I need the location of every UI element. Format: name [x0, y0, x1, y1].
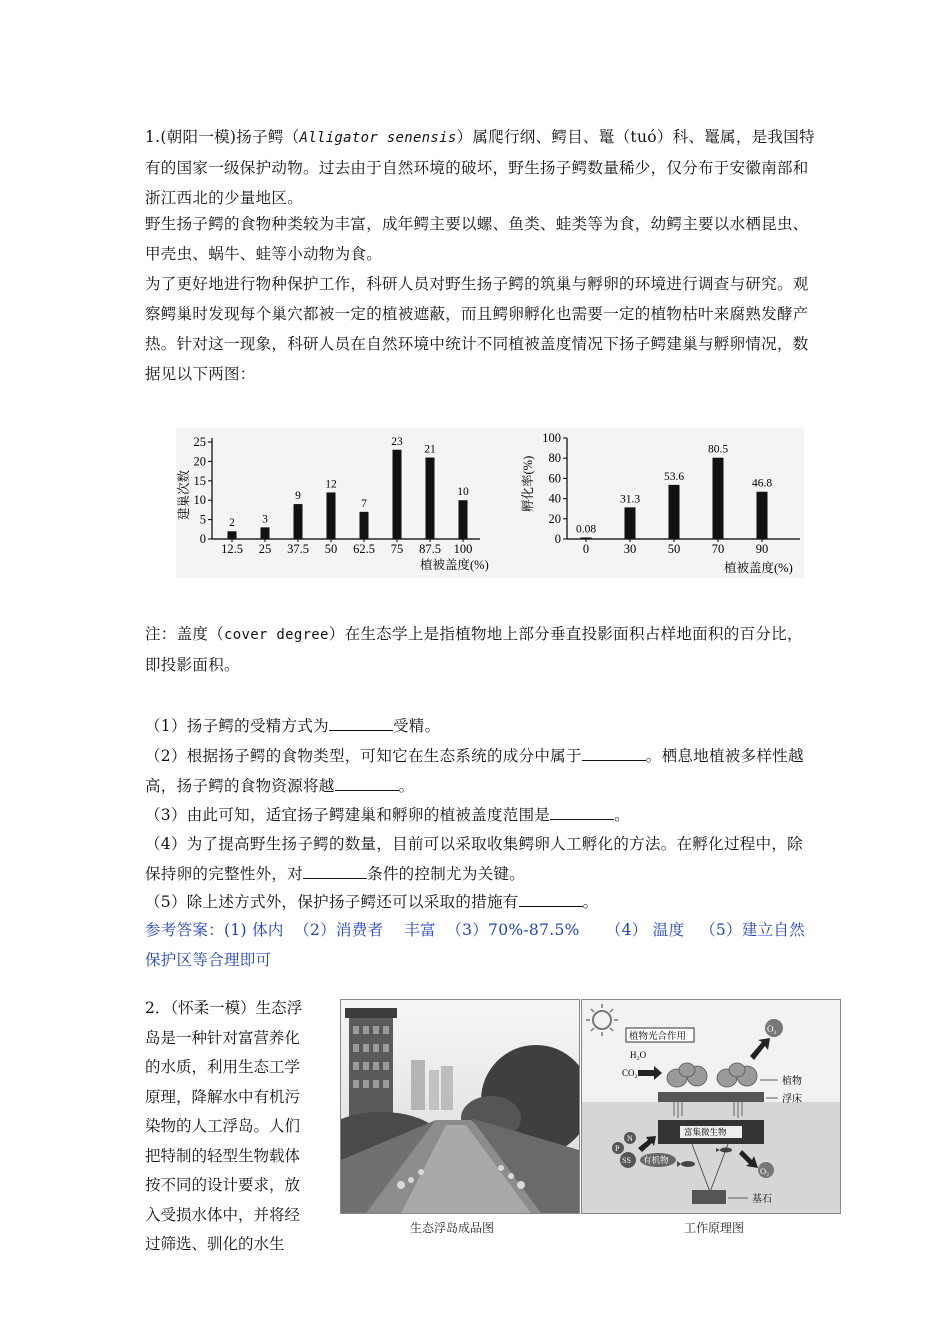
label-photosynthesis: 植物光合作用 [629, 1032, 687, 1042]
q1-para2: 野生扬子鳄的食物种类较为丰富，成年鳄主要以螺、鱼类、蛙类等为食，幼鳄主要以水栖昆虫、甲壳虫、蜗牛、蛙等小动物为食。 [145, 215, 809, 263]
chart1-category-label: 87.5 [419, 542, 441, 556]
answer-text: (1) 体内 （2）消费者 丰富 （3）70%-87.5% （4） 温度 （5）建立自然保护区等合理即可 [145, 921, 806, 969]
svg-text:P: P [615, 1144, 620, 1153]
sub2-end: 。 [398, 777, 415, 795]
chart2-ytick-label: 40 [548, 491, 561, 506]
chart1-category-label: 100 [453, 542, 473, 556]
chart1-bar [261, 527, 270, 539]
sub5-end: 。 [582, 893, 599, 911]
note [145, 619, 817, 680]
chart1-value-label: 10 [457, 486, 469, 499]
chart1-ytick-label: 15 [193, 473, 206, 488]
chart1-value-label: 12 [325, 478, 337, 491]
chart2-value-label: 31.3 [619, 493, 641, 506]
q1-sub2 [145, 741, 817, 801]
chart2-bar [713, 458, 724, 539]
q1-intro [145, 122, 817, 213]
reference-answer [145, 915, 817, 975]
charts-svg [176, 428, 804, 578]
q2-text: 2．（怀柔一模）生态浮岛是一种针对富营养化的水质，利用生态工学原理，降解水中有机污染物的人工浮岛。人们把特制的轻型生物载体按不同的设计要求，放入受损水体中，并将经过筛选、驯化的水生 [145, 999, 303, 1253]
label-plant: 植物 [782, 1076, 802, 1087]
label-co2: CO₂ [622, 1068, 638, 1078]
q1-sub3 [145, 800, 817, 830]
chart2-value-label: 53.6 [663, 470, 685, 483]
chart2-bar [581, 538, 592, 540]
chart1-ytick-label: 25 [193, 435, 206, 449]
sub2-text: （2）根据扬子鳄的食物类型，可知它在生态系统的成分中属于 [145, 747, 582, 765]
chart2-bar [757, 492, 768, 539]
q1-intro-prefix: 1.(朝阳一模)扬子鳄（ [145, 128, 300, 146]
sub2-text-b: 。栖息地植被多样性越高，扬子鳄的食物资源将越 [145, 747, 804, 795]
chart2-value-label: 46.8 [751, 477, 773, 490]
chart1-value-label: 21 [424, 443, 436, 456]
diagram-caption: 工作原理图 [684, 1221, 745, 1235]
q1-sub5 [145, 887, 817, 917]
eco-island-photo [340, 999, 580, 1214]
photo-caption: 生态浮岛成品图 [410, 1221, 495, 1235]
chart2-value-label: 80.5 [707, 443, 729, 456]
hatch-rate-chart [520, 431, 800, 575]
chart1-category-label: 62.5 [353, 542, 375, 556]
sub1-text: （1）扬子鳄的受精方式为 [145, 717, 329, 735]
chart1-category-label: 50 [324, 542, 338, 556]
note-prefix: 注：盖度（ [145, 625, 225, 643]
label-microbe: 富集微生物 [684, 1127, 727, 1137]
chart1-value-label: 23 [391, 435, 403, 448]
answer-blank [303, 877, 367, 879]
base-stone [692, 1190, 726, 1204]
chart1-category-label: 75 [390, 542, 404, 556]
chart2-ytick-label: 100 [542, 431, 561, 445]
chart1-ylabel: 建巢次数 [177, 469, 191, 520]
chart1-category-label: 25 [258, 542, 272, 556]
chart2-ytick-label: 80 [548, 451, 561, 466]
chart1-ytick-label: 10 [193, 493, 206, 508]
o2-top-bubble [765, 1019, 783, 1037]
answer-blank [582, 759, 646, 761]
o2-bottom-bubble [758, 1162, 774, 1178]
answer-label: 参考答案： [145, 921, 225, 939]
sub3-text: （3）由此可知，适宜扬子鳄建巢和孵卵的植被盖度范围是 [145, 806, 551, 824]
chart1-bar [327, 492, 336, 539]
chart1-bar [294, 504, 303, 539]
chart2-value-label: 0.08 [575, 523, 597, 536]
chart2-category-label: 50 [667, 542, 681, 556]
chart2-xlabel: 植被盖度(%) [724, 561, 793, 575]
note-suffix: ）在生态学上是指植物地上部分垂直投影面积占样地面积的百分比，即投影面积。 [145, 625, 803, 674]
chart1-ytick-label: 0 [199, 532, 206, 546]
chart1-category-label: 37.5 [287, 542, 309, 556]
chart2-ytick-label: 60 [548, 471, 561, 486]
sub4-text: （4）为了提高野生扬子鳄的数量，目前可以采取收集鳄卵人工孵化的方法。在孵化过程中，除保持卵的完整性外，对 [145, 835, 803, 883]
label-bed: 浮床 [782, 1094, 802, 1105]
chart2-category-label: 30 [623, 542, 637, 556]
chart1-value-label: 2 [229, 517, 235, 530]
answer-blank [329, 729, 393, 731]
chart1-bar [459, 500, 468, 539]
sub4-end: 条件的控制尤为关键。 [367, 865, 526, 883]
chart1-ytick-label: 5 [199, 512, 206, 527]
chart2-category-label: 90 [755, 542, 769, 556]
chart1-bar [426, 458, 435, 539]
chart1-category-label: 12.5 [221, 542, 243, 556]
chart2-ytick-label: 0 [554, 532, 561, 546]
distant-buildings [411, 1060, 425, 1110]
svg-text:SS: SS [622, 1156, 631, 1165]
answer-blank [335, 789, 399, 791]
chart1-value-label: 9 [295, 490, 301, 503]
svg-text:有机物: 有机物 [643, 1155, 669, 1165]
diagram-svg [582, 1000, 840, 1213]
chart1-bar [228, 531, 237, 539]
svg-text:O₂: O₂ [767, 1024, 777, 1034]
q1-sub4 [145, 829, 817, 889]
floating-bed [658, 1092, 764, 1102]
note-term: cover degree [224, 627, 329, 643]
answer-blank [550, 818, 614, 820]
chart1-xlabel: 植被盖度(%) [420, 558, 489, 572]
chart1-bar [360, 512, 369, 539]
chart2-ytick-label: 20 [548, 511, 561, 526]
chart2-category-label: 70 [711, 542, 725, 556]
chart1-value-label: 3 [262, 513, 268, 526]
answer-blank [519, 905, 583, 907]
sub1-end: 受精。 [392, 717, 441, 735]
svg-text:O₂: O₂ [760, 1166, 770, 1176]
label-h2o: H₂O [630, 1050, 647, 1060]
chart1-value-label: 7 [361, 497, 367, 510]
q1-para3: 为了更好地进行物种保护工作，科研人员对野生扬子鳄的筑巢与孵卵的环境进行调查与研究。观察鳄巢时发现每个巢穴都被一定的植被遮蔽，而且鳄卵孵化也需要一定的植物枯叶来腐熟发酵产热。针对这一现象，科研人员在自然环境中统计不同植被盖度情况下扬子鳄建巢与孵卵情况，数据见以下两图： [145, 275, 809, 383]
latin-name: Alligator senensis [299, 130, 457, 146]
label-base: 基石 [752, 1194, 772, 1205]
chart2-category-label: 0 [582, 542, 590, 556]
sub3-end: 。 [614, 806, 630, 824]
chart2-bar [625, 507, 636, 539]
chart1-bar [393, 450, 402, 539]
svg-text:N: N [627, 1134, 633, 1143]
chart2-bar [669, 485, 680, 539]
nest-count-chart [176, 435, 489, 572]
chart2-ylabel: 孵化率(%) [521, 455, 535, 512]
sub5-text: （5）除上述方式外，保护扬子鳄还可以采取的措施有 [145, 893, 519, 911]
q1-sub1 [145, 711, 817, 741]
chart1-ytick-label: 20 [193, 454, 206, 469]
charts-figure [176, 428, 804, 578]
working-principle-diagram [581, 999, 841, 1214]
photo-illustration [341, 1000, 579, 1213]
q1-intro-suffix: ）属爬行纲、鳄目、鼍（tuó）科、鼍属，是我国特有的国家一级保护动物。过去由于自然环境的破坏，野生扬子鳄数量稀少，仅分布于安徽南部和浙江西北的少量地区。 [145, 128, 815, 207]
